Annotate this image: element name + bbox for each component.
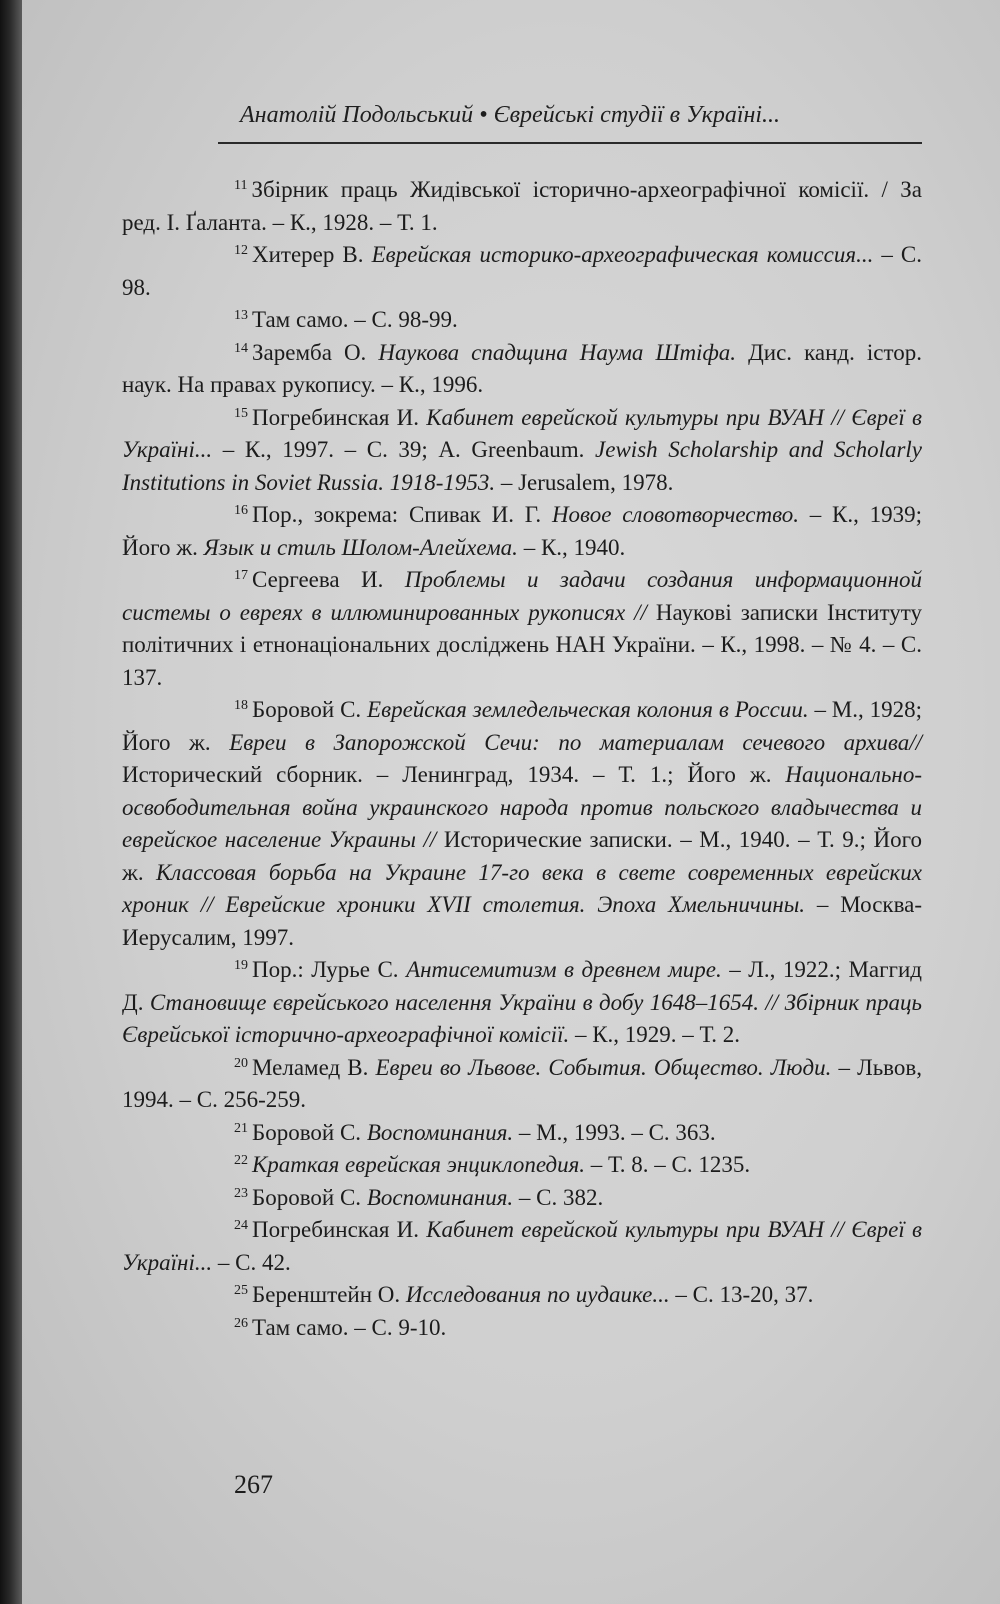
footnote-title: Евреи во Львове. События. Общество. Люди.	[375, 1054, 832, 1080]
footnote-text: Збірник праць Жидівської історично-археографічної комісії. / За ред. І. Ґаланта. – К., 1928. – Т. 1.	[122, 177, 922, 235]
footnote-text: – М., 1928; Його ж.	[122, 697, 923, 755]
footnote-text: Наукові записки Інституту політичних і етнонаціональних досліджень НАН України. – К., 1998. – № 4. – С. 137.	[122, 599, 922, 690]
footnote-number: 20	[234, 1055, 248, 1071]
footnote-text: – Jerusalem, 1978.	[495, 469, 674, 495]
footnote-title: Классовая борьба на Украине 17-го века в свете современных еврейских хроник // Еврейские хроники XVII столетия. Эпоха Хмельничины.	[122, 859, 922, 917]
footnote-16	[122, 499, 922, 564]
footnote-12	[122, 239, 922, 304]
footnote-20	[122, 1052, 922, 1117]
footnote-24	[122, 1214, 922, 1279]
footnote-text: – Т. 8. – С. 1235.	[585, 1152, 751, 1177]
page-number: 267	[234, 1470, 273, 1499]
footnote-text: – С. 42.	[212, 1249, 291, 1275]
footnote-title: Новое словотворчество.	[551, 502, 800, 527]
footnote-text: – К., 1940.	[517, 534, 626, 560]
footnote-text: – С. 382.	[513, 1184, 604, 1210]
footnote-number: 25	[234, 1283, 248, 1298]
footnote-number: 13	[234, 308, 248, 323]
footnote-text: Там само. – С. 98-99.	[252, 307, 458, 332]
footnote-title: Язык и стиль Шолом-Алейхема.	[203, 534, 518, 560]
footnote-text: – К., 1929. – Т. 2.	[569, 1022, 741, 1047]
footnote-23	[122, 1182, 922, 1215]
footnote-text: Заремба О.	[252, 339, 379, 365]
footnote-title: Воспоминания.	[366, 1184, 514, 1210]
footnote-text: – С. 13-20, 37.	[669, 1282, 814, 1307]
footnote-text: Меламед В.	[252, 1054, 376, 1080]
footnote-text: – Львов, 1994. – С. 256-259.	[122, 1054, 922, 1112]
footnote-text: – К., 1939; Його ж.	[122, 502, 923, 560]
footnote-title: Проблемы и задачи создания информационной системы о евреях в иллюминированных рукописях //	[122, 567, 922, 625]
footnote-text: Пор.: Лурье С.	[252, 957, 407, 982]
footnote-title: Еврейская земледельческая колония в России.	[367, 697, 809, 722]
footnote-text: Боровой С.	[252, 697, 368, 722]
footnote-17	[122, 564, 922, 694]
footnote-25	[122, 1279, 922, 1312]
footnote-title: Становище єврейського населення України в добу 1648–1654. // Збірник праць Єврейської історично-археографічної комісії.	[122, 989, 922, 1047]
footnote-11	[122, 174, 922, 239]
footnote-18	[122, 694, 922, 954]
footnote-number: 26	[234, 1315, 248, 1331]
footnote-title: Исследования по иудаике...	[405, 1282, 670, 1307]
footnote-title: Антисемитизм в древнем мире.	[406, 957, 722, 982]
footnote-26	[122, 1312, 922, 1345]
footnote-text: Беренштейн О.	[252, 1282, 406, 1307]
footnote-19	[122, 954, 922, 1052]
footnote-text: Дис. канд. істор. наук. На правах рукопису. – К., 1996.	[122, 339, 923, 397]
footnote-text: Пор., зокрема: Спивак И. Г.	[252, 502, 552, 527]
footnote-text: Исторический сборник. – Ленинград, 1934. – Т. 1.; Його ж.	[122, 762, 786, 787]
book-page	[22, 0, 1000, 1604]
footnote-number: 21	[234, 1120, 248, 1136]
footnote-13	[122, 304, 922, 337]
footnote-title: Кабинет еврейской культуры при ВУАН // Євреї в Україні...	[122, 404, 922, 462]
footnote-22	[122, 1149, 922, 1182]
footnote-text: Хитерер В.	[252, 242, 372, 267]
footnote-title: Наукова спадщина Наума Штіфа.	[378, 339, 737, 365]
footnote-text: Сергеева И.	[252, 567, 405, 592]
footnote-title: Jewish Scholarship and Scholarly Institutions in Soviet Russia. 1918-1953.	[122, 437, 923, 495]
footnote-text: – М., 1993. – С. 363.	[513, 1119, 716, 1145]
footnote-text: Боровой С.	[252, 1184, 367, 1210]
footnote-number: 11	[234, 178, 248, 193]
footnote-number: 24	[234, 1218, 248, 1233]
footnote-number: 15	[234, 405, 248, 421]
footnote-text: – С. 98.	[122, 242, 923, 300]
footnote-14	[122, 337, 922, 402]
running-title: Анатолій Подольський • Єврейські студії в Україні...	[240, 102, 781, 128]
footnote-text: Боровой С.	[252, 1119, 367, 1145]
footnote-number: 14	[234, 340, 248, 356]
footnotes-list	[122, 174, 922, 1344]
footnote-title: Национально-освободительная война украинского народа против польского владычества и еврейское население Украины //	[122, 762, 922, 852]
footnote-text: Исторические записки. – М., 1940. – Т. 9.; Його ж.	[122, 827, 922, 885]
footnote-text: – Москва-Иерусалим, 1997.	[122, 892, 923, 950]
footnote-number: 18	[234, 698, 248, 713]
footnote-21	[122, 1117, 922, 1150]
footnote-text: – Л., 1922.; Маггид Д.	[122, 957, 922, 1015]
footnote-text: Погребинская И.	[252, 404, 427, 430]
footnote-title: Воспоминания.	[366, 1119, 514, 1145]
footnote-number: 12	[234, 243, 248, 258]
footnote-number: 22	[234, 1153, 248, 1168]
footnote-text: Там само. – С. 9-10.	[252, 1314, 447, 1340]
footnote-number: 23	[234, 1185, 248, 1201]
running-header	[218, 100, 922, 144]
footnote-title: Краткая еврейская энциклопедия.	[252, 1152, 586, 1177]
footnote-title: Кабинет еврейской культуры при ВУАН // Євреї в Україні...	[122, 1217, 922, 1275]
footnote-title: Еврейская историко-археографическая комиссия...	[371, 242, 874, 267]
footnote-text: Погребинская И.	[252, 1217, 427, 1242]
footnote-number: 19	[234, 958, 248, 973]
footnote-number: 16	[234, 503, 248, 518]
footnote-15	[122, 402, 922, 500]
footnote-text: – К., 1997. – С. 39; A. Greenbaum.	[212, 437, 596, 462]
footnote-number: 17	[234, 568, 248, 583]
footnote-title: Евреи в Запорожской Сечи: по материалам сечевого архива//	[229, 729, 922, 755]
